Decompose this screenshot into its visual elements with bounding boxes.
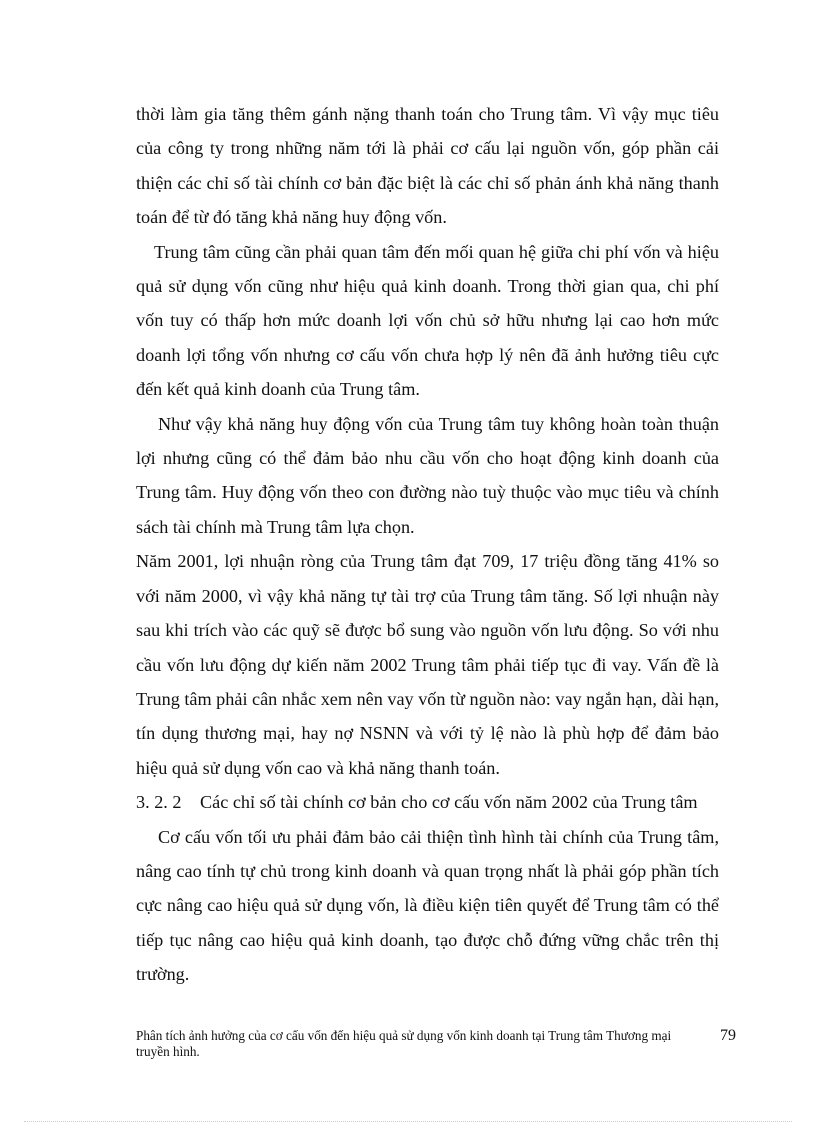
paragraph-capital-mobilization: Như vậy khả năng huy động vốn của Trung tâm tuy không hoàn toàn thuận lợi nhưng cũng có thể đảm bảo nhu cầu vốn cho hoạt động kinh doanh của Trung tâm. Huy động vốn theo con đường nào tuỳ thuộc vào mục tiêu và chính sách tài chính mà Trung tâm lựa chọn.: [136, 413, 719, 537]
paragraph-optimal-structure: Cơ cấu vốn tối ưu phải đảm bảo cải thiện tình hình tài chính của Trung tâm, nâng cao tính tự chủ trong kinh doanh và quan trọng nhất là phải góp phần tích cực nâng cao hiệu quả sử dụng vốn, là điều kiện tiên quyết để Trung tâm có thể tiếp tục nâng cao hiệu quả kinh doanh, tạo được chỗ đứng vững chắc trên thị trường.: [136, 826, 719, 985]
section-title: Các chỉ số tài chính cơ bản cho cơ cấu vốn năm 2002 của Trung tâm: [200, 792, 698, 813]
page-footer: [136, 1028, 736, 1060]
paragraph-net-profit-2001: Năm 2001, lợi nhuận ròng của Trung tâm đạt 709, 17 triệu đồng tăng 41% so với năm 2000, vì vậy khả năng tự tài trợ của Trung tâm tăng. Số lợi nhuận này sau khi trích vào các quỹ sẽ được bổ sung vào nguồn vốn lưu động. So với nhu cầu vốn lưu động dự kiến năm 2002 Trung tâm phải tiếp tục đi vay. Vấn đề là Trung tâm phải cân nhắc xem nên vay vốn từ nguồn nào: vay ngắn hạn, dài hạn, tín dụng thương mại, hay nợ NSNN và với tỷ lệ nào là phù hợp để đảm bảo hiệu quả sử dụng vốn cao và khả năng thanh toán.: [136, 551, 719, 778]
page-number: 79: [720, 1027, 736, 1044]
bottom-divider: [24, 1121, 792, 1122]
document-body: [136, 97, 719, 992]
section-heading: [136, 785, 719, 819]
section-number: 3. 2. 2: [136, 792, 182, 813]
paragraph-continuation: thời làm gia tăng thêm gánh nặng thanh toán cho Trung tâm. Vì vậy mục tiêu của công ty trong những năm tới là phải cơ cấu lại nguồn vốn, góp phần cải thiện các chỉ số tài chính cơ bản đặc biệt là các chỉ số phản ánh khả năng thanh toán để từ đó tăng khả năng huy động vốn.: [136, 104, 719, 228]
paragraph-capital-cost: Trung tâm cũng cần phải quan tâm đến mối quan hệ giữa chi phí vốn và hiệu quả sử dụng vốn cũng như hiệu quả kinh doanh. Trong thời gian qua, chi phí vốn tuy có thấp hơn mức doanh lợi vốn chủ sở hữu nhưng lại cao hơn mức doanh lợi tổng vốn nhưng cơ cấu vốn chưa hợp lý nên đã ảnh hưởng tiêu cực đến kết quả kinh doanh của Trung tâm.: [136, 241, 719, 400]
footer-title: Phân tích ảnh hưởng của cơ cấu vốn đến hiệu quả sử dụng vốn kinh doanh tại Trung tâm Thương mại truyền hình.: [136, 1028, 672, 1059]
